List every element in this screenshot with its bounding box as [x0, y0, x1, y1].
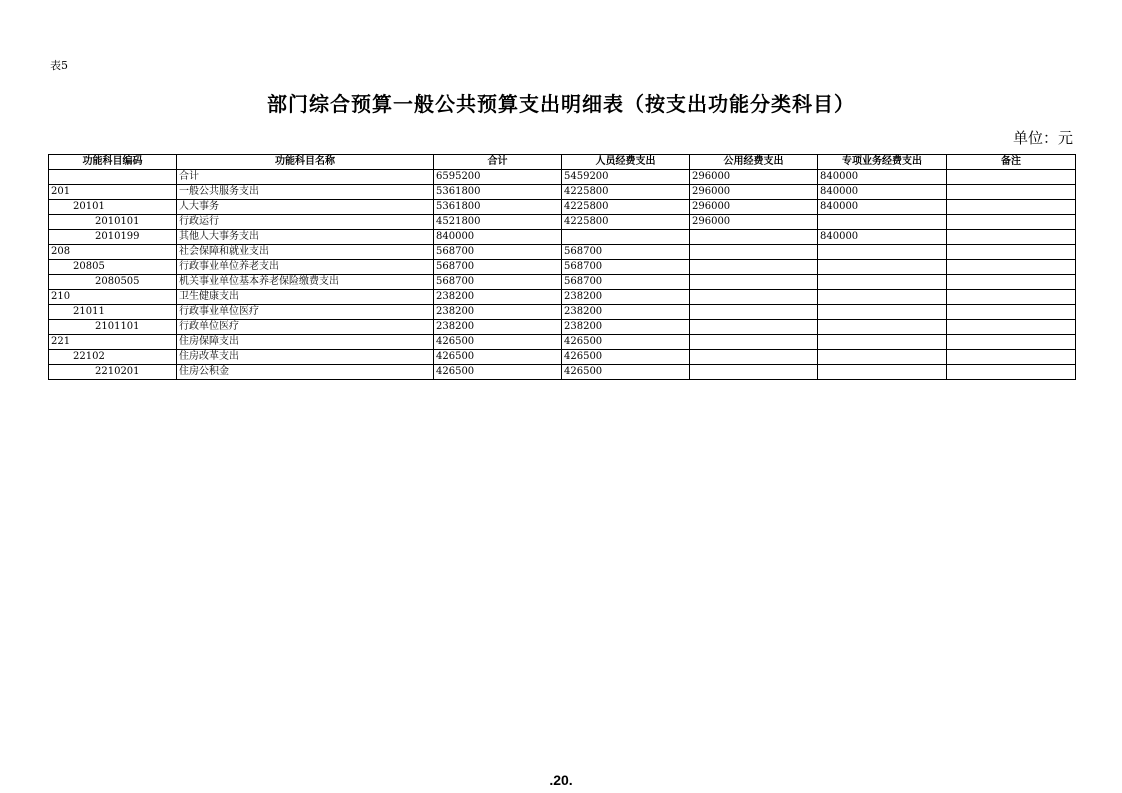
total-cell: 5361800: [434, 200, 562, 215]
table-header-row: [49, 155, 1076, 170]
note-cell: [947, 230, 1076, 245]
table-row: [49, 320, 1076, 335]
function-name-cell: 合计: [177, 170, 434, 185]
total-cell: 426500: [434, 350, 562, 365]
special-expense-cell: [818, 245, 947, 260]
public-expense-cell: [690, 260, 818, 275]
personnel-expense-cell: 426500: [562, 335, 690, 350]
public-expense-cell: [690, 275, 818, 290]
page-number: .20.: [549, 772, 573, 788]
function-code-cell: 21011: [49, 305, 177, 320]
function-code-cell: 2080505: [49, 275, 177, 290]
total-cell: 4521800: [434, 215, 562, 230]
public-expense-cell: 296000: [690, 200, 818, 215]
public-expense-cell: 296000: [690, 170, 818, 185]
total-cell: 238200: [434, 290, 562, 305]
personnel-expense-cell: 4225800: [562, 185, 690, 200]
function-code-cell: [49, 170, 177, 185]
column-header: 备注: [947, 155, 1076, 170]
budget-table: [48, 154, 1076, 380]
unit-label: 单位：元: [1012, 129, 1073, 147]
note-cell: [947, 245, 1076, 260]
function-name-cell: 其他人大事务支出: [177, 230, 434, 245]
total-cell: 5361800: [434, 185, 562, 200]
function-name-cell: 行政事业单位医疗: [177, 305, 434, 320]
column-header: 专项业务经费支出: [818, 155, 947, 170]
note-cell: [947, 275, 1076, 290]
total-cell: 238200: [434, 305, 562, 320]
public-expense-cell: [690, 290, 818, 305]
special-expense-cell: [818, 335, 947, 350]
note-cell: [947, 185, 1076, 200]
personnel-expense-cell: 568700: [562, 245, 690, 260]
table-row: [49, 200, 1076, 215]
note-cell: [947, 335, 1076, 350]
function-name-cell: 一般公共服务支出: [177, 185, 434, 200]
note-cell: [947, 200, 1076, 215]
function-code-cell: 2101101: [49, 320, 177, 335]
table-body: [49, 170, 1076, 380]
function-code-cell: 208: [49, 245, 177, 260]
function-code-cell: 22102: [49, 350, 177, 365]
function-name-cell: 卫生健康支出: [177, 290, 434, 305]
total-cell: 6595200: [434, 170, 562, 185]
personnel-expense-cell: 426500: [562, 365, 690, 380]
total-cell: 568700: [434, 245, 562, 260]
function-name-cell: 住房改革支出: [177, 350, 434, 365]
personnel-expense-cell: 5459200: [562, 170, 690, 185]
public-expense-cell: [690, 365, 818, 380]
special-expense-cell: [818, 260, 947, 275]
personnel-expense-cell: 426500: [562, 350, 690, 365]
function-code-cell: 2010199: [49, 230, 177, 245]
table-row: [49, 170, 1076, 185]
personnel-expense-cell: [562, 230, 690, 245]
table-row: [49, 365, 1076, 380]
function-name-cell: 住房公积金: [177, 365, 434, 380]
function-name-cell: 住房保障支出: [177, 335, 434, 350]
function-name-cell: 机关事业单位基本养老保险缴费支出: [177, 275, 434, 290]
special-expense-cell: 840000: [818, 170, 947, 185]
public-expense-cell: [690, 305, 818, 320]
personnel-expense-cell: 568700: [562, 260, 690, 275]
note-cell: [947, 365, 1076, 380]
special-expense-cell: 840000: [818, 200, 947, 215]
total-cell: 426500: [434, 365, 562, 380]
note-cell: [947, 350, 1076, 365]
function-name-cell: 行政事业单位养老支出: [177, 260, 434, 275]
total-cell: 568700: [434, 260, 562, 275]
public-expense-cell: [690, 320, 818, 335]
public-expense-cell: 296000: [690, 185, 818, 200]
table-row: [49, 230, 1076, 245]
column-header: 功能科目编码: [49, 155, 177, 170]
special-expense-cell: 840000: [818, 185, 947, 200]
function-code-cell: 20805: [49, 260, 177, 275]
function-name-cell: 行政单位医疗: [177, 320, 434, 335]
note-cell: [947, 320, 1076, 335]
table-row: [49, 245, 1076, 260]
note-cell: [947, 260, 1076, 275]
public-expense-cell: 296000: [690, 215, 818, 230]
column-header: 合计: [434, 155, 562, 170]
public-expense-cell: [690, 335, 818, 350]
column-header: 公用经费支出: [690, 155, 818, 170]
special-expense-cell: [818, 365, 947, 380]
function-name-cell: 人大事务: [177, 200, 434, 215]
table-row: [49, 260, 1076, 275]
special-expense-cell: [818, 215, 947, 230]
note-cell: [947, 305, 1076, 320]
special-expense-cell: [818, 350, 947, 365]
page-title: 部门综合预算一般公共预算支出明细表（按支出功能分类科目）: [267, 92, 855, 116]
note-cell: [947, 290, 1076, 305]
function-name-cell: 社会保障和就业支出: [177, 245, 434, 260]
table-row: [49, 350, 1076, 365]
total-cell: 426500: [434, 335, 562, 350]
column-header: 功能科目名称: [177, 155, 434, 170]
function-name-cell: 行政运行: [177, 215, 434, 230]
total-cell: 238200: [434, 320, 562, 335]
personnel-expense-cell: 568700: [562, 275, 690, 290]
column-header: 人员经费支出: [562, 155, 690, 170]
function-code-cell: 221: [49, 335, 177, 350]
function-code-cell: 2010101: [49, 215, 177, 230]
special-expense-cell: [818, 290, 947, 305]
note-cell: [947, 170, 1076, 185]
table-row: [49, 185, 1076, 200]
special-expense-cell: [818, 320, 947, 335]
total-cell: 840000: [434, 230, 562, 245]
special-expense-cell: 840000: [818, 230, 947, 245]
table-row: [49, 335, 1076, 350]
personnel-expense-cell: 4225800: [562, 200, 690, 215]
total-cell: 568700: [434, 275, 562, 290]
table-row: [49, 275, 1076, 290]
special-expense-cell: [818, 305, 947, 320]
public-expense-cell: [690, 350, 818, 365]
function-code-cell: 20101: [49, 200, 177, 215]
special-expense-cell: [818, 275, 947, 290]
table-row: [49, 215, 1076, 230]
table-row: [49, 290, 1076, 305]
personnel-expense-cell: 4225800: [562, 215, 690, 230]
personnel-expense-cell: 238200: [562, 290, 690, 305]
function-code-cell: 201: [49, 185, 177, 200]
table-label: 表5: [50, 59, 68, 72]
function-code-cell: 210: [49, 290, 177, 305]
public-expense-cell: [690, 230, 818, 245]
public-expense-cell: [690, 245, 818, 260]
personnel-expense-cell: 238200: [562, 320, 690, 335]
function-code-cell: 2210201: [49, 365, 177, 380]
note-cell: [947, 215, 1076, 230]
table-row: [49, 305, 1076, 320]
personnel-expense-cell: 238200: [562, 305, 690, 320]
